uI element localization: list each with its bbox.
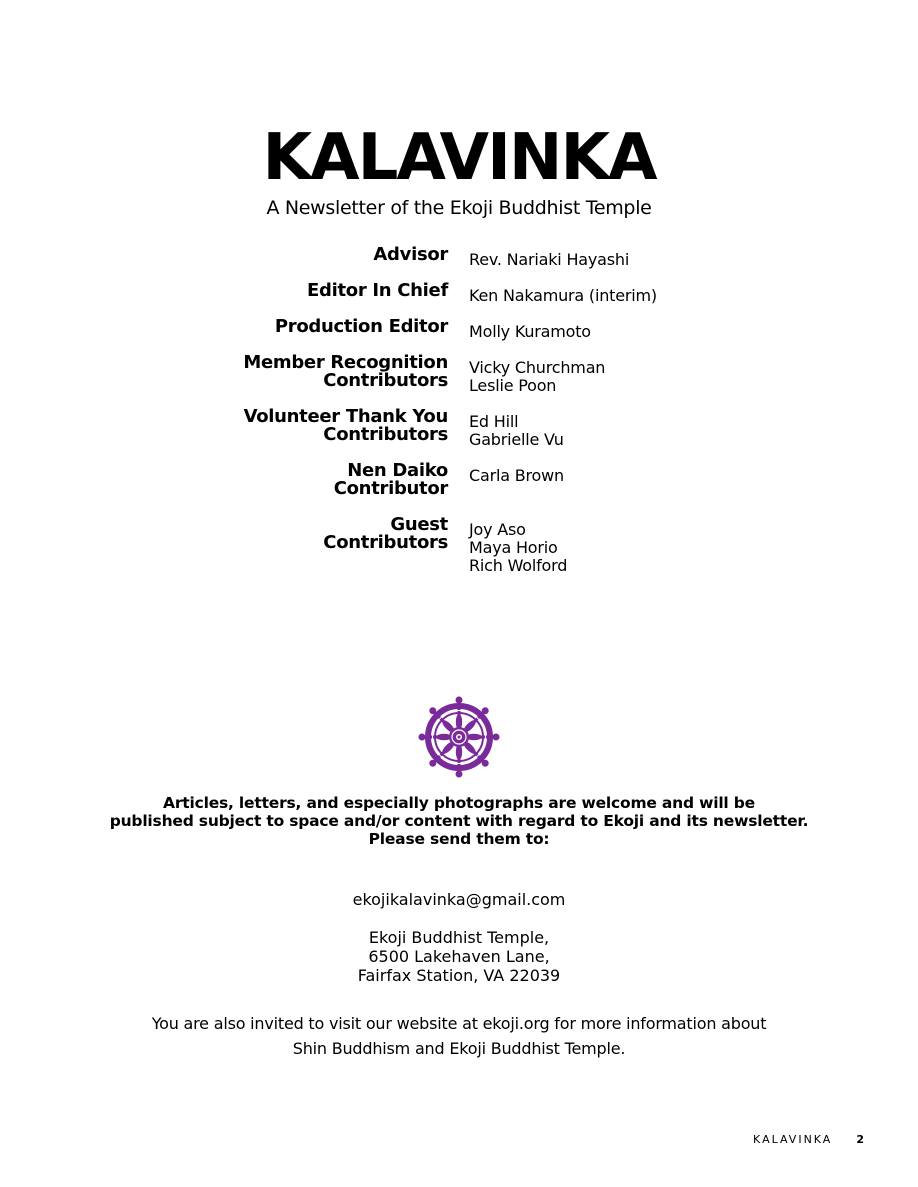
staff-role: Production Editor xyxy=(274,316,448,337)
contact-email[interactable]: ekojikalavinka@gmail.com xyxy=(352,890,566,909)
staff-names: Rev. Nariaki Hayashi xyxy=(469,250,630,269)
staff-row-production-editor xyxy=(0,318,918,354)
website-invitation: You are also invited to visit our website at ekoji.org for more information about Shin Buddhism and Ekoji Buddhist Temple. xyxy=(151,1014,767,1058)
staff-role: Member Recognition Contributors xyxy=(243,352,448,391)
staff-names: Joy Aso Maya Horio Rich Wolford xyxy=(469,520,568,575)
address-line: Fairfax Station, VA 22039 xyxy=(357,966,561,985)
page-number: 2 xyxy=(856,1133,864,1146)
staff-names: Carla Brown xyxy=(469,466,564,485)
staff-names: Ed Hill Gabrielle Vu xyxy=(469,412,564,449)
staff-names: Molly Kuramoto xyxy=(469,322,591,341)
staff-role: Volunteer Thank You Contributors xyxy=(243,406,448,445)
staff-row-member-recognition xyxy=(0,354,918,408)
staff-role: Editor In Chief xyxy=(307,280,448,301)
newsletter-title: KALAVINKA xyxy=(262,121,656,195)
staff-row-nen-daiko xyxy=(0,462,918,516)
contact-info xyxy=(0,890,918,985)
staff-role: Advisor xyxy=(373,244,448,265)
staff-list xyxy=(0,246,918,576)
staff-role: Nen Daiko Contributor xyxy=(333,460,448,499)
staff-role: Guest Contributors xyxy=(323,514,448,553)
footer-label: KALAVINKA xyxy=(753,1133,833,1146)
staff-row-volunteer-thank-you xyxy=(0,408,918,462)
staff-row-advisor xyxy=(0,246,918,282)
submission-invitation: Articles, letters, and especially photographs are welcome and will be published subject to space and/or content with regard to Ekoji and its newsletter. Please send them to: xyxy=(109,794,809,848)
page-footer xyxy=(753,1133,864,1146)
address-line: 6500 Lakehaven Lane, xyxy=(368,947,550,966)
staff-names: Vicky Churchman Leslie Poon xyxy=(469,358,606,395)
staff-row-guest-contributors xyxy=(0,516,918,576)
staff-row-editor-in-chief xyxy=(0,282,918,318)
newsletter-subtitle: A Newsletter of the Ekoji Buddhist Temple xyxy=(266,197,652,219)
masthead xyxy=(0,120,918,220)
dharma-wheel-icon xyxy=(418,696,500,778)
address-line: Ekoji Buddhist Temple, xyxy=(368,928,550,947)
staff-names: Ken Nakamura (interim) xyxy=(469,286,657,305)
